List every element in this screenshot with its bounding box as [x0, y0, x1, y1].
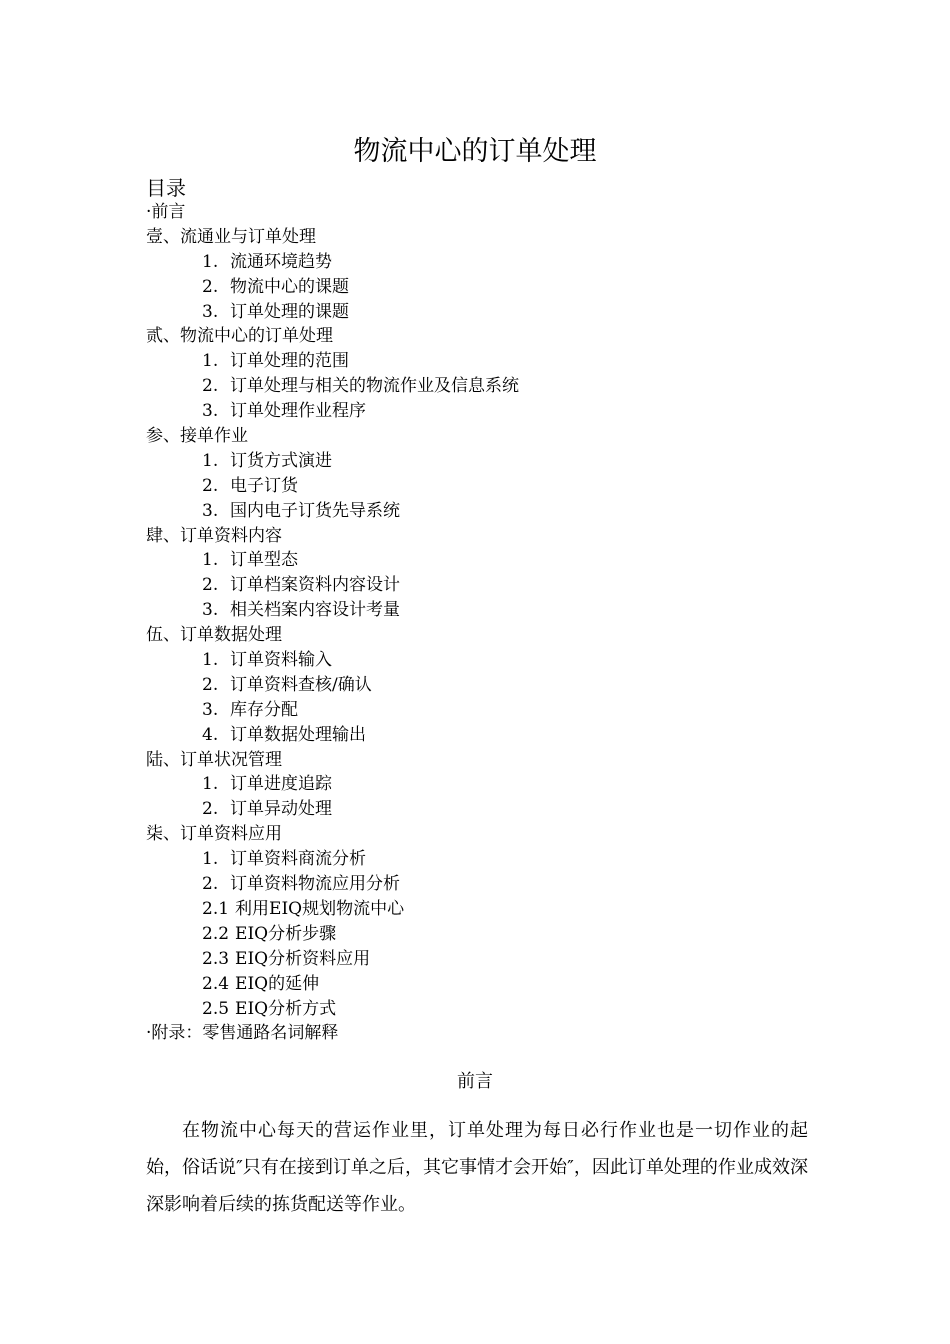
toc-item-label: EIQ分析方式	[235, 998, 337, 1019]
toc-item	[146, 374, 846, 399]
toc-item	[146, 349, 846, 374]
toc-item	[146, 573, 846, 598]
toc-item-label: 利用EIQ规划物流中心	[235, 898, 405, 919]
toc-section	[146, 822, 846, 847]
toc-section	[146, 324, 846, 349]
toc-item-number: 2.	[202, 874, 219, 895]
toc-item	[146, 997, 846, 1022]
toc-item-number: 1.	[202, 650, 219, 671]
toc-item	[146, 548, 846, 573]
toc-item-number: 3.	[202, 600, 219, 621]
toc-item-label: 订单型态	[230, 550, 298, 571]
toc-item-label: 伍、订单数据处理	[146, 625, 282, 646]
toc-item-label: 订单进度追踪	[230, 774, 332, 795]
document-title: 物流中心的订单处理	[353, 136, 597, 167]
toc-item-label: 订单资料输入	[230, 650, 332, 671]
toc-item-label: 订单资料物流应用分析	[230, 874, 400, 895]
toc-item-label: 相关档案内容设计考量	[230, 600, 400, 621]
toc-section	[146, 623, 846, 648]
toc-item-label: 订单处理作业程序	[230, 401, 366, 422]
toc-item-label: 订单档案资料内容设计	[230, 575, 400, 596]
toc-section	[146, 200, 846, 225]
toc-item-number: 2.1	[202, 898, 230, 919]
toc-item-number: 1.	[202, 849, 219, 870]
toc-item-label: 订单处理与相关的物流作业及信息系统	[230, 376, 519, 397]
toc-item	[146, 723, 846, 748]
toc-section	[146, 524, 846, 549]
toc-item-number: 2.	[202, 475, 219, 496]
toc-item-label: ·前言	[146, 202, 186, 222]
toc-item	[146, 673, 846, 698]
toc-item-label: 肆、订单资料内容	[146, 525, 282, 546]
toc-item-label: EIQ分析步骤	[235, 923, 337, 944]
toc-item	[146, 872, 846, 897]
toc-item-label: 陆、订单状况管理	[146, 749, 282, 770]
toc-item-number: 2.	[202, 799, 219, 820]
toc-item-number: 3.	[202, 301, 219, 322]
toc-item-number: 1.	[202, 450, 219, 471]
toc-item-number: 1.	[202, 351, 219, 372]
toc-section	[146, 1021, 846, 1046]
toc-item-label: 参、接单作业	[146, 426, 248, 447]
toc-item	[146, 275, 846, 300]
toc-item-label: 物流中心的课题	[230, 276, 349, 297]
toc-item-number: 3.	[202, 699, 219, 720]
toc-item-label: 电子订货	[230, 475, 298, 496]
toc-item-label: 壹、流通业与订单处理	[146, 226, 316, 247]
table-of-contents	[146, 200, 846, 1046]
toc-item	[146, 648, 846, 673]
toc-item-label: 柒、订单资料应用	[146, 824, 282, 845]
toc-item-number: 3.	[202, 401, 219, 422]
toc-item-number: 4.	[202, 724, 219, 745]
toc-item	[146, 449, 846, 474]
toc-item-number: 2.	[202, 376, 219, 397]
toc-item	[146, 474, 846, 499]
toc-item-label: EIQ的延伸	[235, 973, 320, 994]
toc-item-number: 2.2	[202, 923, 230, 944]
toc-item	[146, 300, 846, 325]
preface-paragraph: 在物流中心每天的营运作业里，订单处理为每日必行作业也是一切作业的起始，俗话说″只有在接到订单之后，其它事情才会开始″，因此订单处理的作业成效深深影响着后续的拣货配送等作业。	[146, 1120, 808, 1215]
toc-item-number: 2.	[202, 674, 219, 695]
toc-item	[146, 847, 846, 872]
toc-item-label: 订单处理的范围	[230, 351, 349, 372]
toc-item-number: 1.	[202, 550, 219, 571]
toc-item	[146, 972, 846, 997]
toc-item-number: 1.	[202, 774, 219, 795]
toc-item-number: 2.	[202, 276, 219, 297]
toc-item-label: 国内电子订货先导系统	[230, 500, 400, 521]
toc-section	[146, 748, 846, 773]
toc-item-number: 2.3	[202, 948, 230, 969]
toc-item-label: 订单异动处理	[230, 799, 332, 820]
toc-item	[146, 698, 846, 723]
toc-item-label: 订单资料查核/确认	[230, 674, 372, 695]
toc-item-label: 库存分配	[230, 699, 298, 720]
toc-heading: 目录	[146, 176, 186, 200]
toc-item-number: 3.	[202, 500, 219, 521]
toc-item	[146, 499, 846, 524]
toc-item-number: 1.	[202, 251, 219, 272]
toc-item	[146, 399, 846, 424]
toc-item-label: 订单资料商流分析	[230, 849, 366, 870]
toc-item	[146, 772, 846, 797]
toc-item	[146, 897, 846, 922]
toc-item-number: 2.	[202, 575, 219, 596]
toc-item	[146, 598, 846, 623]
toc-item-label: EIQ分析资料应用	[235, 948, 371, 969]
toc-section	[146, 225, 846, 250]
toc-item-label: ·附录：零售通路名词解释	[146, 1023, 339, 1044]
toc-item	[146, 797, 846, 822]
toc-item-label: 贰、物流中心的订单处理	[146, 326, 333, 347]
toc-item-number: 2.5	[202, 998, 230, 1019]
toc-item-number: 2.4	[202, 973, 230, 994]
toc-item	[146, 922, 846, 947]
toc-section	[146, 424, 846, 449]
toc-item-label: 流通环境趋势	[230, 251, 332, 272]
toc-item	[146, 947, 846, 972]
toc-item-label: 订单数据处理输出	[230, 724, 366, 745]
toc-item-label: 订货方式演进	[230, 450, 332, 471]
toc-item	[146, 250, 846, 275]
toc-item-label: 订单处理的课题	[230, 301, 349, 322]
preface-heading: 前言	[457, 1071, 493, 1092]
